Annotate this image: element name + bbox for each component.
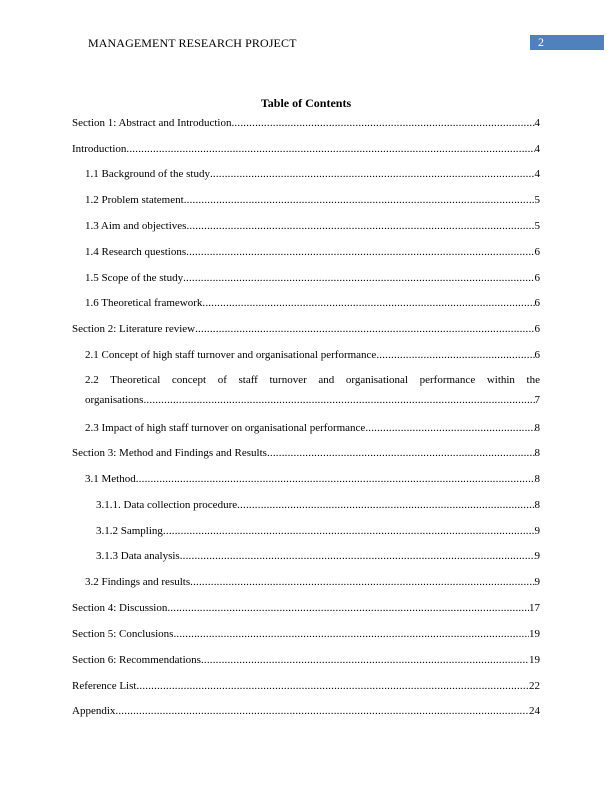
toc-entry-1-3[interactable]	[72, 217, 540, 235]
toc-entry-3-1-2[interactable]	[72, 522, 540, 540]
toc-entry-1-2[interactable]	[72, 191, 540, 209]
toc-entry-page: 19	[529, 654, 540, 666]
dot-leader	[201, 651, 529, 669]
toc-entry-label: 3.1.1. Data collection procedure	[96, 499, 238, 511]
toc-entry-page: 7	[534, 394, 540, 406]
toc-entry-label: 1.5 Scope of the study	[85, 272, 184, 284]
toc-entry-page: 4	[534, 117, 540, 129]
dot-leader	[163, 522, 535, 540]
toc-entry-page: 8	[534, 473, 540, 485]
dot-leader	[143, 391, 534, 409]
dot-leader	[136, 677, 529, 695]
toc-entry-label: Section 2: Literature review	[72, 323, 196, 335]
toc-entry-page: 8	[534, 499, 540, 511]
toc-entry-label: Section 1: Abstract and Introduction	[72, 117, 232, 129]
toc-entry-page: 22	[529, 680, 540, 692]
toc-entry-page: 4	[534, 143, 540, 155]
dot-leader	[267, 444, 535, 462]
toc-entry-label: 3.1.3 Data analysis	[96, 550, 180, 562]
toc-entry-2-2[interactable]	[72, 371, 540, 411]
dot-leader	[136, 470, 535, 488]
toc-entry-section-2[interactable]	[72, 320, 540, 338]
dot-leader	[167, 599, 529, 617]
toc-entry-label: Appendix	[72, 705, 116, 717]
toc-entry-page: 9	[534, 576, 540, 588]
dot-leader	[365, 419, 534, 437]
toc-entry-2-3[interactable]	[72, 419, 540, 437]
page-number-badge	[530, 35, 604, 50]
dot-leader	[376, 346, 534, 364]
toc-entry-label: Introduction	[72, 143, 127, 155]
toc-entry-page: 19	[529, 628, 540, 640]
toc-entry-page: 6	[534, 246, 540, 258]
toc-entry-introduction[interactable]	[72, 140, 540, 158]
toc-entry-section-1[interactable]	[72, 114, 540, 132]
toc-entry-1-6[interactable]	[72, 294, 540, 312]
toc-entry-label: 1.2 Problem statement	[85, 194, 184, 206]
toc-entry-label: Section 4: Discussion	[72, 602, 168, 614]
toc-entry-page: 6	[534, 323, 540, 335]
toc-entry-label: 3.1 Method	[85, 473, 136, 485]
toc-entry-3-1-1[interactable]	[72, 496, 540, 514]
toc-entry-label: 3.1.2 Sampling	[96, 525, 163, 537]
dot-leader	[237, 496, 534, 514]
toc-entry-section-5[interactable]	[72, 625, 540, 643]
toc-entry-page: 5	[534, 220, 540, 232]
toc-entry-1-1[interactable]	[72, 165, 540, 183]
dot-leader	[173, 625, 529, 643]
toc-entry-2-1[interactable]	[72, 346, 540, 364]
toc-entry-label: 1.1 Background of the study	[85, 168, 210, 180]
toc-entry-page: 5	[534, 194, 540, 206]
toc-entry-reference-list[interactable]	[72, 677, 540, 695]
toc-entry-label: Reference List	[72, 680, 137, 692]
dot-leader	[180, 547, 535, 565]
toc-entry-1-4[interactable]	[72, 243, 540, 261]
dot-leader	[190, 573, 534, 591]
toc-entry-page: 6	[534, 297, 540, 309]
toc-entry-page: 8	[534, 422, 540, 434]
toc-entry-label: 3.2 Findings and results	[85, 576, 191, 588]
dot-leader	[115, 702, 529, 720]
dot-leader	[186, 243, 534, 261]
toc-entry-label: 1.4 Research questions	[85, 246, 187, 258]
dot-leader	[195, 320, 534, 338]
toc-entry-label-line1: 2.2 Theoretical concept of staff turnover and organisational performance within the	[85, 374, 540, 386]
toc-entry-page: 6	[534, 349, 540, 361]
toc-entry-label: 1.3 Aim and objectives	[85, 220, 187, 232]
toc-entry-section-6[interactable]	[72, 651, 540, 669]
toc-entry-label-line2: organisations	[85, 394, 144, 406]
toc-entry-label: Section 5: Conclusions	[72, 628, 174, 640]
toc-entry-1-5[interactable]	[72, 269, 540, 287]
toc-entry-label: 2.3 Impact of high staff turnover on organisational performance	[85, 422, 366, 434]
dot-leader	[126, 140, 534, 158]
dot-leader	[183, 269, 534, 287]
toc-entry-3-1[interactable]	[72, 470, 540, 488]
dot-leader	[202, 294, 534, 312]
toc-entry-label: 1.6 Theoretical framework	[85, 297, 203, 309]
toc-entry-page: 4	[534, 168, 540, 180]
toc-entry-label: 2.1 Concept of high staff turnover and organisational performance	[85, 349, 377, 361]
toc-entry-page: 24	[529, 705, 540, 717]
toc-entry-page: 8	[534, 447, 540, 459]
toc-entry-label: Section 3: Method and Findings and Results	[72, 447, 267, 459]
toc-entry-page: 9	[534, 525, 540, 537]
toc-entry-section-3[interactable]	[72, 444, 540, 462]
page-number: 2	[538, 35, 544, 49]
toc-entry-page: 6	[534, 272, 540, 284]
toc-entry-page: 9	[534, 550, 540, 562]
toc-entry-appendix[interactable]	[72, 702, 540, 720]
toc-entry-page: 17	[529, 602, 540, 614]
toc-entry-section-4[interactable]	[72, 599, 540, 617]
toc-entry-label: Section 6: Recommendations	[72, 654, 201, 666]
toc-entry-3-1-3[interactable]	[72, 547, 540, 565]
toc-title: Table of Contents	[260, 96, 352, 110]
dot-leader	[231, 114, 534, 132]
dot-leader	[184, 191, 535, 209]
dot-leader	[210, 165, 535, 183]
running-header-title: MANAGEMENT RESEARCH PROJECT	[88, 36, 297, 50]
dot-leader	[186, 217, 534, 235]
toc-entry-3-2[interactable]	[72, 573, 540, 591]
